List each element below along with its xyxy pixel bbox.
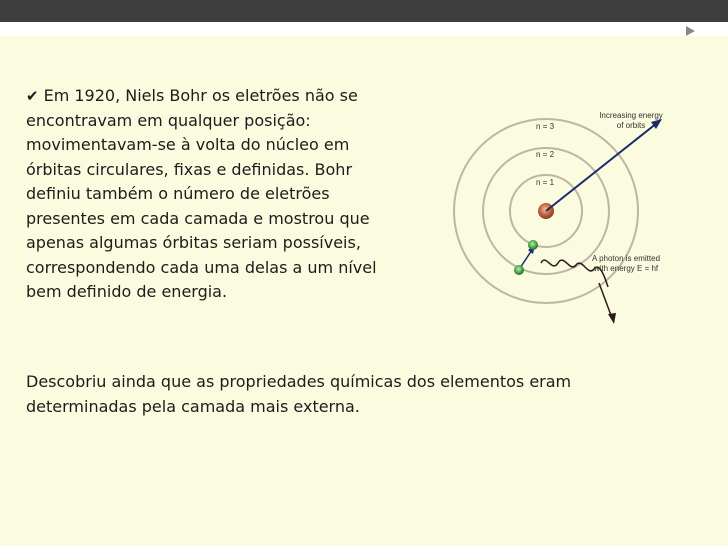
paragraph-line: Em 1920, Niels Bohr os eletrões não se: [43, 86, 358, 105]
paragraph-bohr: [26, 84, 446, 305]
photon-label-line2: with energy E = hf: [593, 264, 659, 273]
paragraph-line: encontravam em qualquer posição:: [26, 110, 311, 130]
checkmark-icon: ✔: [26, 87, 39, 105]
orbit-label-n2: n = 2: [536, 150, 555, 159]
energy-label-line1: Increasing energy: [599, 111, 663, 120]
orbit-label-n3: n = 3: [536, 122, 555, 131]
paragraph-line: correspondendo cada uma delas a um nível: [26, 257, 377, 277]
bohr-model-diagram: [452, 98, 680, 326]
paragraph-line: Descobriu ainda que as propriedades químicas dos elementos eram: [26, 372, 572, 391]
title-bar: [0, 0, 728, 22]
paragraph-line: definiu também o número de eletrões: [26, 184, 330, 203]
energy-arrow: [546, 123, 657, 211]
orbit-label-n1: n = 1: [536, 178, 555, 187]
photon-label-line1: A photon is emitted: [591, 254, 661, 263]
electron-n2: [514, 265, 524, 275]
paragraph-line: apenas algumas órbitas seriam possíveis,: [26, 233, 361, 252]
paragraph-line: bem definido de energia.: [26, 282, 228, 301]
energy-label-line2: of orbits: [616, 121, 646, 130]
paragraph-line: movimentavam-se à volta do núcleo em: [26, 135, 350, 154]
photon-arrow: [599, 283, 612, 318]
paragraph-line: determinadas pela camada mais externa.: [26, 396, 360, 416]
tab-marker-icon: [686, 26, 695, 36]
paragraph-line: órbitas circulares, fixas e definidas. Bohr: [26, 159, 353, 179]
photon-arrowhead-icon: [608, 313, 616, 324]
transition-arrow: [520, 250, 532, 268]
paragraph-line: presentes em cada camada e mostrou que: [26, 208, 370, 228]
electron-n3: [528, 240, 538, 250]
paragraph-outer-shell: [26, 370, 666, 419]
title-stripe: [0, 22, 728, 30]
